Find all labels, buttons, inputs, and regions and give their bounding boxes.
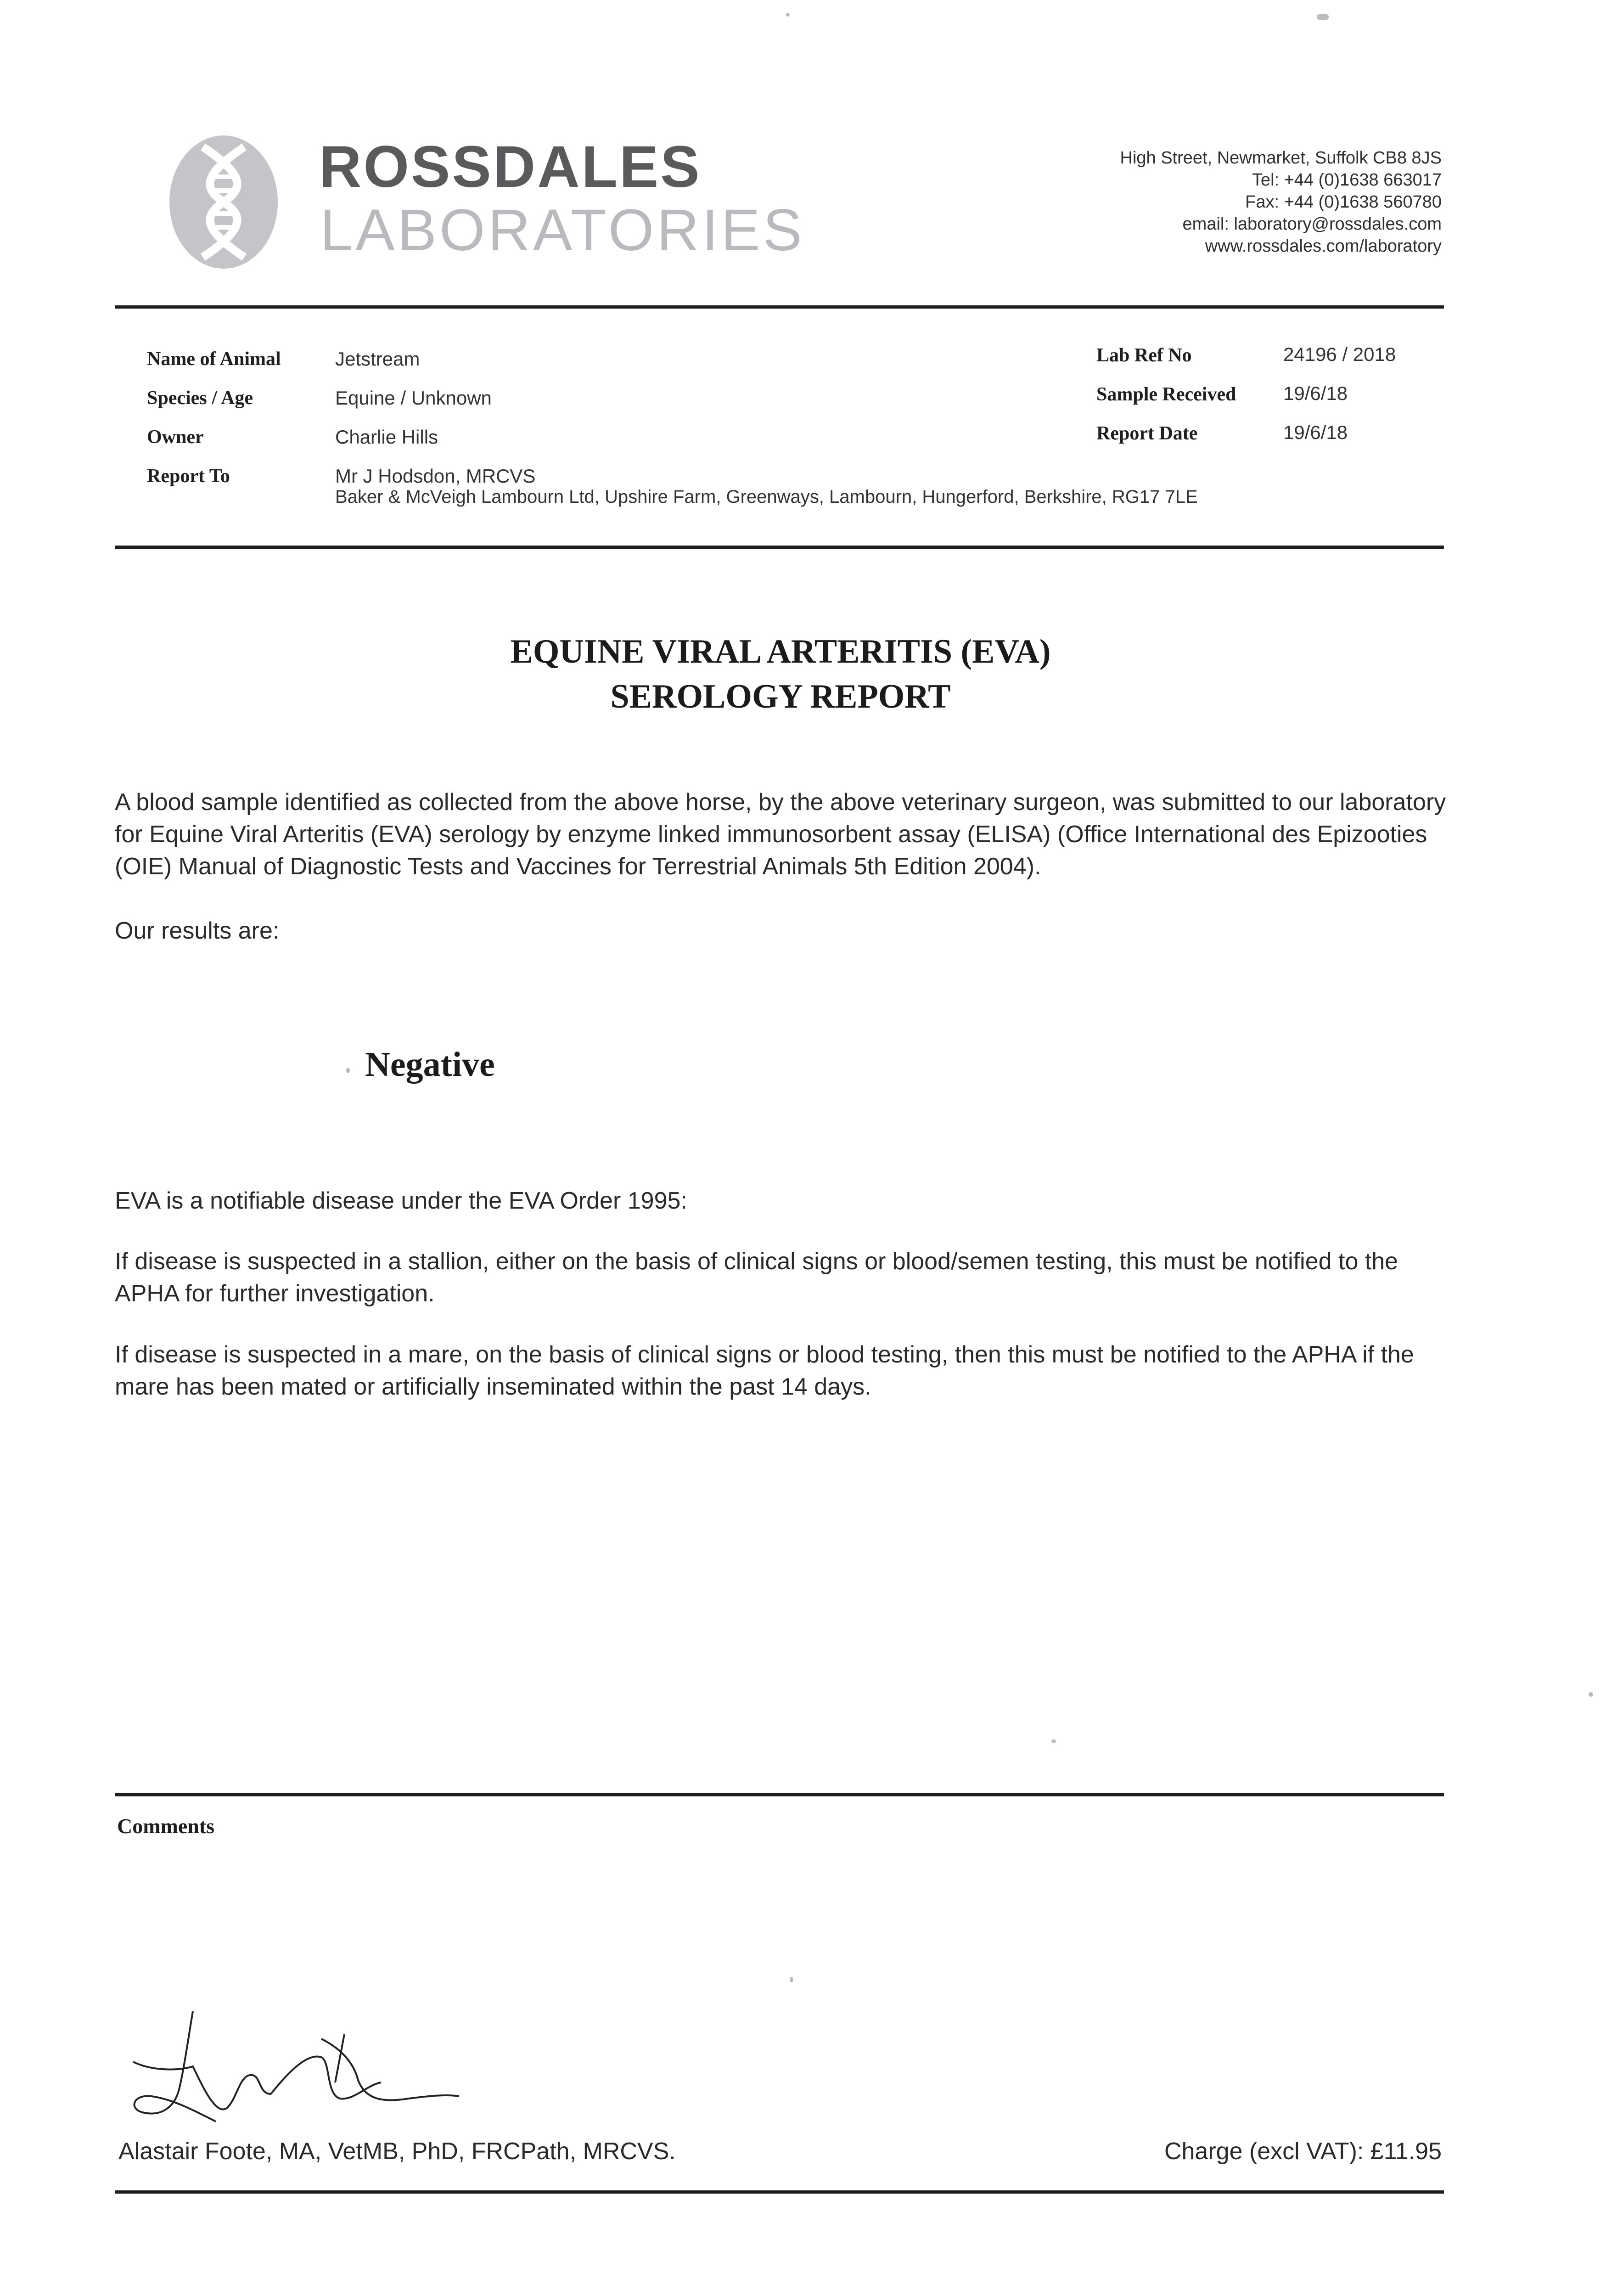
divider bbox=[115, 305, 1444, 309]
scan-speck bbox=[346, 1068, 350, 1073]
divider bbox=[115, 1793, 1444, 1796]
species-age-label: Species / Age bbox=[147, 388, 253, 409]
owner-value: Charlie Hills bbox=[335, 426, 438, 448]
sample-received-value: 19/6/18 bbox=[1283, 383, 1348, 404]
report-to-name: Mr J Hodsdon, MRCVS bbox=[335, 465, 536, 487]
address-tel: Tel: +44 (0)1638 663017 bbox=[1252, 170, 1442, 190]
intro-paragraph: A blood sample identified as collected from the above horse, by the above veterinary surgeon, was submitted to our laboratory for Equine Viral Arteritis (EVA) serology by enzyme linked immunosorbent assay (ELISA) (Office International des Epizooties (OIE) Manual of Diagnostic Tests and Vaccines for Terrestrial Animals 5th Edition 2004). bbox=[115, 789, 1446, 880]
divider bbox=[115, 546, 1444, 549]
sample-received-label: Sample Received bbox=[1096, 384, 1236, 405]
lab-ref-label: Lab Ref No bbox=[1096, 345, 1192, 366]
comments-label: Comments bbox=[117, 1814, 215, 1838]
address-fax: Fax: +44 (0)1638 560780 bbox=[1245, 192, 1442, 212]
report-to-address: Baker & McVeigh Lambourn Ltd, Upshire Farm, Greenways, Lambourn, Hungerford, Berkshire, RG17 7LE bbox=[335, 487, 1198, 507]
result-value: Negative bbox=[365, 1045, 495, 1084]
divider bbox=[115, 2190, 1444, 2194]
notifiable-notice: EVA is a notifiable disease under the EVA Order 1995: bbox=[115, 1187, 687, 1214]
report-date-value: 19/6/18 bbox=[1283, 422, 1348, 443]
owner-label: Owner bbox=[147, 427, 204, 448]
report-title bbox=[0, 629, 1561, 719]
report-to-label: Report To bbox=[147, 466, 230, 487]
report-title-line-2: SEROLOGY REPORT bbox=[610, 678, 951, 715]
species-age-value: Equine / Unknown bbox=[335, 387, 492, 409]
results-intro: Our results are: bbox=[115, 917, 280, 944]
lab-ref-value: 24196 / 2018 bbox=[1283, 343, 1396, 365]
report-title-line-1: EQUINE VIRAL ARTERITIS (EVA) bbox=[510, 633, 1051, 670]
address-email: email: laboratory@rossdales.com bbox=[1182, 214, 1442, 234]
name-of-animal-label: Name of Animal bbox=[147, 349, 281, 370]
signature bbox=[124, 2002, 473, 2140]
brand-subtitle: LABORATORIES bbox=[320, 197, 805, 263]
name-of-animal-value: Jetstream bbox=[335, 348, 420, 370]
stallion-notice: If disease is suspected in a stallion, either on the basis of clinical signs or blood/semen testing, this must be notified to the APHA for further investigation. bbox=[115, 1248, 1398, 1307]
signatory-name: Alastair Foote, MA, VetMB, PhD, FRCPath, MRCVS. bbox=[118, 2138, 676, 2165]
scan-speck bbox=[1051, 1739, 1056, 1743]
charge-amount: Charge (excl VAT): £11.95 bbox=[1164, 2138, 1442, 2165]
scan-speck bbox=[1317, 14, 1329, 20]
lab-address bbox=[1120, 147, 1442, 257]
scan-speck bbox=[1589, 1692, 1593, 1697]
brand-name: ROSSDALES bbox=[319, 134, 702, 200]
scan-speck bbox=[790, 1977, 793, 1982]
address-street: High Street, Newmarket, Suffolk CB8 8JS bbox=[1120, 148, 1442, 168]
report-date-label: Report Date bbox=[1096, 423, 1198, 444]
mare-notice: If disease is suspected in a mare, on the basis of clinical signs or blood testing, then this must be notified to the APHA if the mare has been mated or artificially inseminated within the past 14 days. bbox=[115, 1341, 1414, 1400]
logo-emblem-icon bbox=[166, 133, 281, 271]
scan-speck bbox=[786, 13, 790, 17]
address-website: www.rossdales.com/laboratory bbox=[1205, 236, 1442, 256]
